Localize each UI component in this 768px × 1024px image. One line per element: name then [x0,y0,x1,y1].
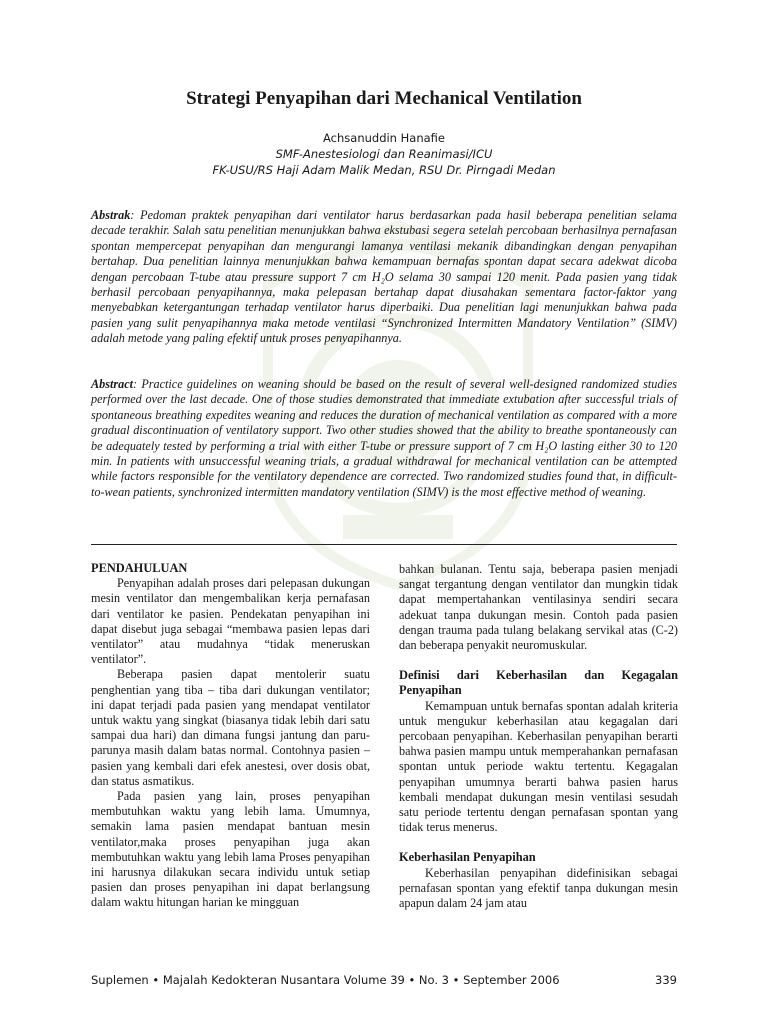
paragraph: Beberapa pasien dapat mentolerir suatu penghentian yang tiba – tiba dari dukungan ventilator; ini dapat terjadi pada pasien yang mendapat ventilator untuk waktu yang singkat (biasanya tidak lebih dari satu sampai dua hari) dan dimana fungsi jantung dan paru-parunya masih dalam batas normal. Contohnya pasien – pasien yang kembali dari efek anestesi, over dosis obat, dan status asmatikus. [91,667,370,788]
left-column [91,561,370,911]
abstrak-text: : Pedoman praktek penyapihan dari ventilator harus berdasarkan pada hasil beberapa penelitian selama decade terakhir. Salah satu penelitian menunjukkan bahwa ekstubasi segera setelah percobaan berhasilnya pernafasan spontan mempercepat penyapihan dan mengurangi lamanya ventilasi mekanik dibandingkan dengan penyapihan bertahap. Dua penelitian lainnya menunjukkan bahwa kemampuan bernafas spontan dapat secara adekwat dicoba dengan percobaan T-tube atau pressure support 7 cm H₂O selama 30 sampai 120 menit. Pada pasien yang tidak berhasil percobaan penyapihannya, maka pelepasan bertahap dapat diusahakan sementara factor-faktor yang menyebabkan ketergantungan terhadap ventilator harus diperbaiki. Dua penelitian lagi menunjukkan bahwa pada pasien yang sulit penyapihannya maka metode ventilasi “Synchronized Intermitten Mandatory Ventilation” (SIMV) adalah metode yang paling efektif untuk proses penyapihannya. [91,208,677,346]
section-heading-keberhasilan: Keberhasilan Penyapihan [399,850,536,865]
section-divider [91,544,677,545]
abstract-english [91,377,677,500]
paper-title: Strategi Penyapihan dari Mechanical Ventilation [186,88,582,109]
journal-citation: Suplemen • Majalah Kedokteran Nusantara Volume 39 • No. 3 • September 2006 [91,973,560,987]
author-block [0,130,768,178]
abstrak-label: Abstrak [91,208,131,222]
right-column [399,562,678,911]
section-heading-pendahuluan: PENDAHULUAN [91,561,188,575]
author-name: Achsanuddin Hanafie [323,131,445,145]
section-heading-definisi: Definisi dari Keberhasilan dan Kegagalan Penyapihan [399,668,678,698]
paragraph: bahkan bulanan. Tentu saja, beberapa pasien menjadi sangat tergantung dengan ventilator dan mungkin tidak dapat mempertahankan ventilasinya sendiri secara adekuat tanpa dukungan mesin. Contoh pada pasien dengan trauma pada tulang belakang servikal atas (C-2) dan beberapa penyakit neuromuskular. [399,562,678,653]
page-footer [91,973,677,987]
paragraph: Keberhasilan penyapihan didefinisikan sebagai pernafasan spontan yang efektif tanpa dukungan mesin apapun dalam 24 jam atau [399,865,678,911]
author-affiliation-2: FK-USU/RS Haji Adam Malik Medan, RSU Dr. Pirngadi Medan [212,163,556,177]
abstract-text: : Practice guidelines on weaning should be based on the result of several well-designed randomized studies performed over the last decade. One of those studies demonstrated that immediate extubation after successful trials of spontaneous breathing expedites weaning and reduces the duration of mechanical ventilation as compared with a more gradual discontinuation of ventilatory support. Two other studies showed that the ability to breathe spontaneously can be adequately tested by performing a trial with either T-tube or pressure support of 7 cm H₂O lasting either 30 to 120 min. In patients with unsuccessful weaning trials, a gradual withdrawal for mechanical ventilation can be attempted while factors responsible for the ventilatory dependence are corrected. Two randomized studies found that, in difficult-to-wean patients, synchronized intermitten mandatory ventilation (SIMV) is the most effective method of weaning. [91,377,677,499]
paragraph: Penyapihan adalah proses dari pelepasan dukungan mesin ventilator dan mengembalikan kerja pernafasan dari ventilator ke pasien. Pendekatan penyapihan ini dapat disebut juga sebagai “membawa pasien lepas dari ventilator” atau mudahnya “tidak meneruskan ventilator”. [91,576,370,667]
abstrak-indonesian [91,208,677,347]
abstract-label: Abstract [91,377,133,391]
author-affiliation-1: SMF-Anestesiologi dan Reanimasi/ICU [275,147,493,161]
paragraph: Kemampuan untuk bernafas spontan adalah kriteria untuk mengukur keberhasilan atau kegagalan dari percobaan penyapihan. Keberhasilan penyapihan berarti bahwa pasien mampu untuk memperahankan pernafasan spontan untuk periode waktu tertentu. Kegagalan penyapihan umumnya berarti bahwa pasien harus kembali mendapat dukungan mesin ventilasi sesudah satu periode tertentu dengan pernafasan spontan yang tidak terus menerus. [399,698,678,835]
paragraph: Pada pasien yang lain, proses penyapihan membutuhkan waktu yang lebih lama. Umumnya, semakin lama pasien mendapat bantuan mesin ventilator,maka proses penyapihan juga akan membutuhkan waktu yang lebih lama Proses penyapihan ini harusnya dilakukan secara individu untuk setiap pasien dan proses penyapihan ini dapat berlangsung dalam waktu hitungan harian ke mingguan [91,789,370,910]
page-number: 339 [655,973,677,987]
